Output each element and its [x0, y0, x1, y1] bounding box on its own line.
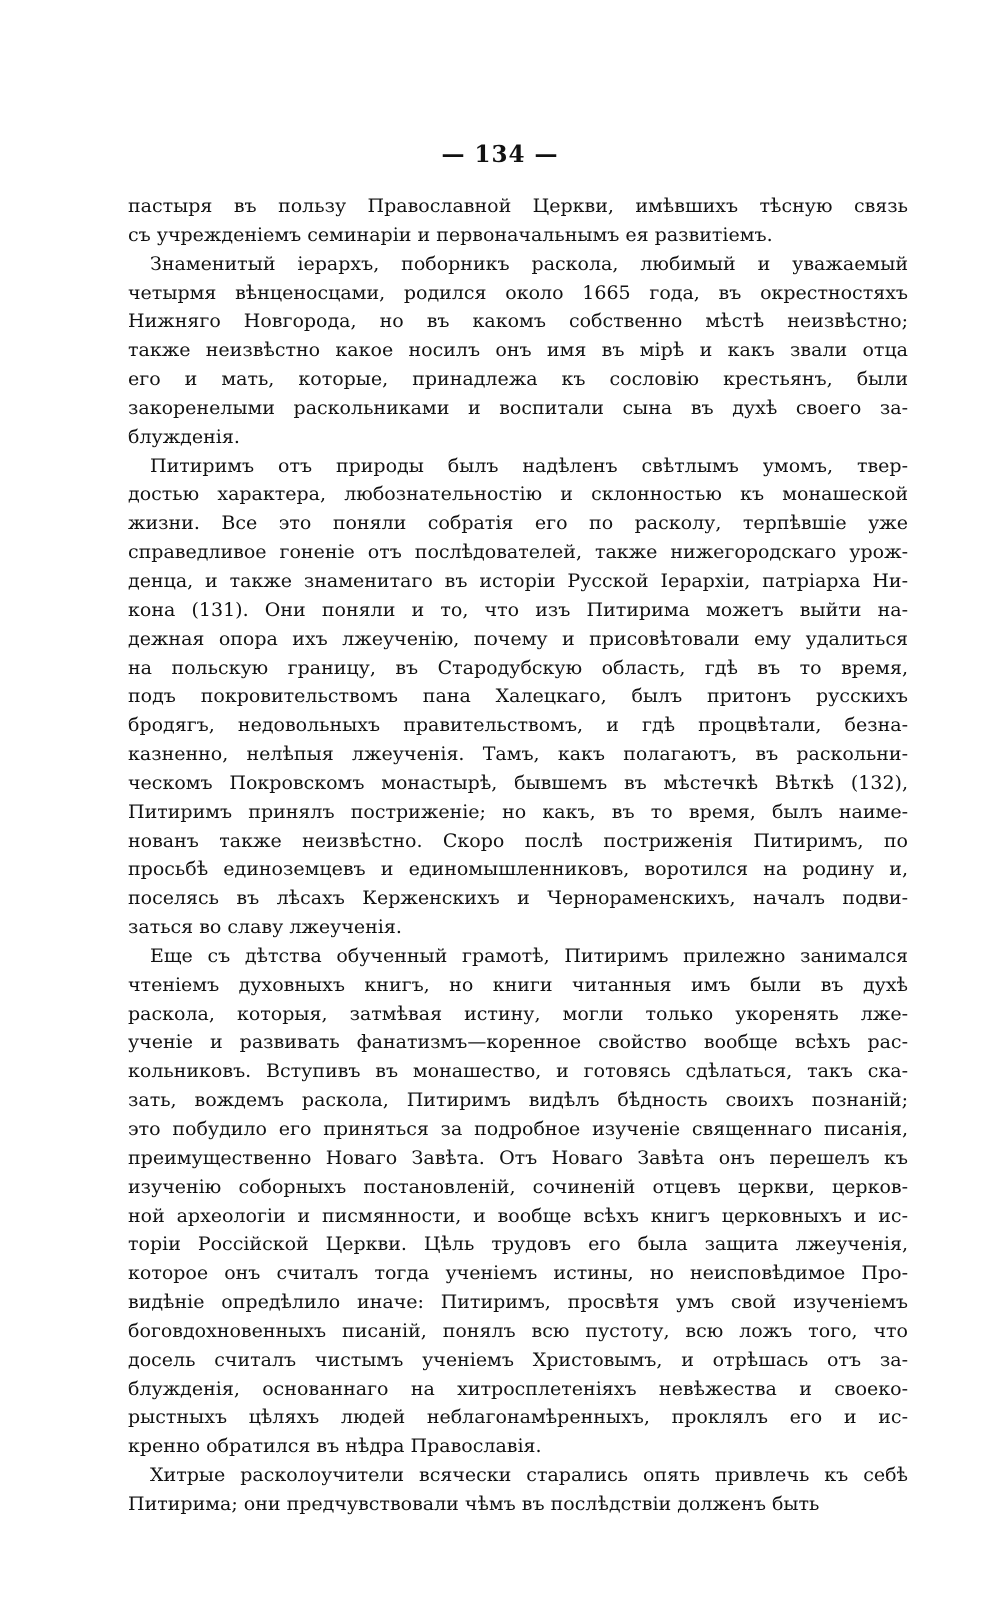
text-line: ученіе и развивать фанатизмъ—коренное свойство вообще всѣхъ рас-	[128, 1031, 908, 1054]
paragraph	[128, 250, 908, 452]
text-line: досель считалъ чистымъ ученіемъ Христовымъ, и отрѣшась отъ за-	[128, 1348, 908, 1371]
text-line: Знаменитый іерархъ, поборникъ раскола, любимый и уважаемый	[150, 252, 908, 275]
text-line: его и мать, которые, принадлежа къ сословію крестьянъ, были	[128, 368, 908, 391]
text-line: дежная опора ихъ лжеученію, почему и присовѣтовали ему удалиться	[128, 627, 908, 650]
text-line: ной археологіи и писмянности, и вообще всѣхъ книгъ церковныхъ и ис-	[128, 1204, 908, 1227]
text-line: преимущественно Новаго Завѣта. Отъ Новаго Завѣта онъ перешелъ къ	[128, 1146, 908, 1169]
text-line: зать, вождемъ раскола, Питиримъ видѣлъ бѣдность своихъ познаній;	[128, 1089, 908, 1112]
text-line: Питиримъ отъ природы былъ надѣленъ свѣтлымъ умомъ, твер-	[150, 454, 908, 477]
text-line: съ учрежденіемъ семинаріи и первоначальнымъ ея развитіемъ.	[128, 223, 773, 246]
text-line: изученію соборныхъ постановленій, сочиненій отцевъ церкви, церков-	[128, 1175, 908, 1198]
text-line: видѣніе опредѣлило иначе: Питиримъ, просвѣтя умъ свой изученіемъ	[128, 1291, 908, 1314]
text-line: это побудило его приняться за подробное изученіе священнаго писанія,	[128, 1118, 908, 1140]
text-line: на польскую границу, въ Стародубскую область, гдѣ въ то время,	[128, 656, 908, 679]
text-line: блужденія.	[128, 425, 240, 448]
text-line: четырмя вѣнценосцами, родился около 1665 года, въ окрестностяхъ	[128, 281, 908, 304]
text-line: заться во славу лжеученія.	[128, 916, 402, 939]
body-text	[128, 192, 908, 1519]
paragraph	[128, 942, 908, 1461]
text-line: нованъ также неизвѣстно. Скоро послѣ постриженія Питиримъ, по	[128, 829, 908, 852]
text-line: бродягъ, недовольныхъ правительствомъ, и гдѣ процвѣтали, безна-	[128, 714, 908, 737]
text-line: боговдохновенныхъ писаній, понялъ всю пустоту, всю ложъ того, что	[128, 1319, 908, 1342]
text-line: поселясь въ лѣсахъ Керженскихъ и Чернораменскихъ, началъ подви-	[128, 887, 908, 910]
text-line: денца, и также знаменитаго въ исторіи Русской Іерархіи, патріарха Ни-	[128, 569, 908, 592]
text-line: пастыря въ пользу Православной Церкви, имѣвшихъ тѣсную связь	[128, 195, 908, 217]
text-line: Питирима; они предчувствовали чѣмъ въ послѣдствіи долженъ быть	[128, 1492, 820, 1515]
text-line: раскола, которыя, затмѣвая истину, могли только укоренять лже-	[128, 1002, 908, 1025]
text-line: торіи Россійской Церкви. Цѣль трудовъ его была защита лжеученія,	[128, 1233, 908, 1256]
page-number: — 134 —	[441, 141, 559, 168]
text-line: рыстныхъ цѣляхъ людей неблагонамѣренныхъ, проклялъ его и ис-	[128, 1406, 908, 1429]
text-line: просьбѣ единоземцевъ и единомышленниковъ, воротился на родину и,	[128, 858, 908, 881]
text-line: жизни. Все это поняли собратія его по расколу, терпѣвшіе уже	[128, 512, 908, 535]
text-line: подъ покровительствомъ пана Халецкаго, былъ притонъ русскихъ	[128, 685, 908, 708]
text-line: достью характера, любознательностію и склонностью къ монашеской	[128, 483, 908, 506]
paragraph	[128, 1461, 908, 1519]
text-line: Питиримъ принялъ постриженіе; но какъ, въ то время, былъ наиме-	[128, 800, 908, 823]
paragraph	[128, 192, 908, 250]
text-line: кона (131). Они поняли и то, что изъ Питирима можетъ выйти на-	[128, 598, 908, 621]
text-line: Хитрые расколоучители всячески старались опять привлечь къ себѣ	[150, 1464, 908, 1487]
text-line: кренно обратился въ нѣдра Православія.	[128, 1435, 542, 1458]
text-line: закоренелыми раскольниками и воспитали сына въ духѣ своего за-	[128, 396, 908, 419]
text-line: кольниковъ. Вступивъ въ монашество, и готовясь сдѣлаться, такъ ска-	[128, 1060, 908, 1083]
text-line: Нижняго Новгорода, но въ какомъ собственно мѣстѣ неизвѣстно;	[128, 310, 908, 333]
text-line: которое онъ считалъ тогда ученіемъ истины, но неисповѣдимое Про-	[128, 1262, 908, 1285]
text-line: ческомъ Покровскомъ монастырѣ, бывшемъ въ мѣстечкѣ Вѣткѣ (132),	[128, 771, 908, 794]
paragraph	[128, 452, 908, 942]
text-line: блужденія, основаннаго на хитросплетеніяхъ невѣжества и своеко-	[128, 1377, 908, 1400]
text-line: справедливое гоненіе отъ послѣдователей, также нижегородскаго урож-	[128, 541, 908, 564]
text-line: Еще съ дѣтства обученный грамотѣ, Питиримъ прилежно занимался	[150, 944, 908, 967]
text-line: казненно, нелѣпыя лжеученія. Тамъ, какъ полагаютъ, въ раскольни-	[128, 743, 908, 766]
text-line: чтеніемъ духовныхъ книгъ, но книги читанныя имъ были въ духѣ	[128, 973, 908, 996]
text-line: также неизвѣстно какое носилъ онъ имя въ мірѣ и какъ звали отца	[128, 339, 908, 362]
